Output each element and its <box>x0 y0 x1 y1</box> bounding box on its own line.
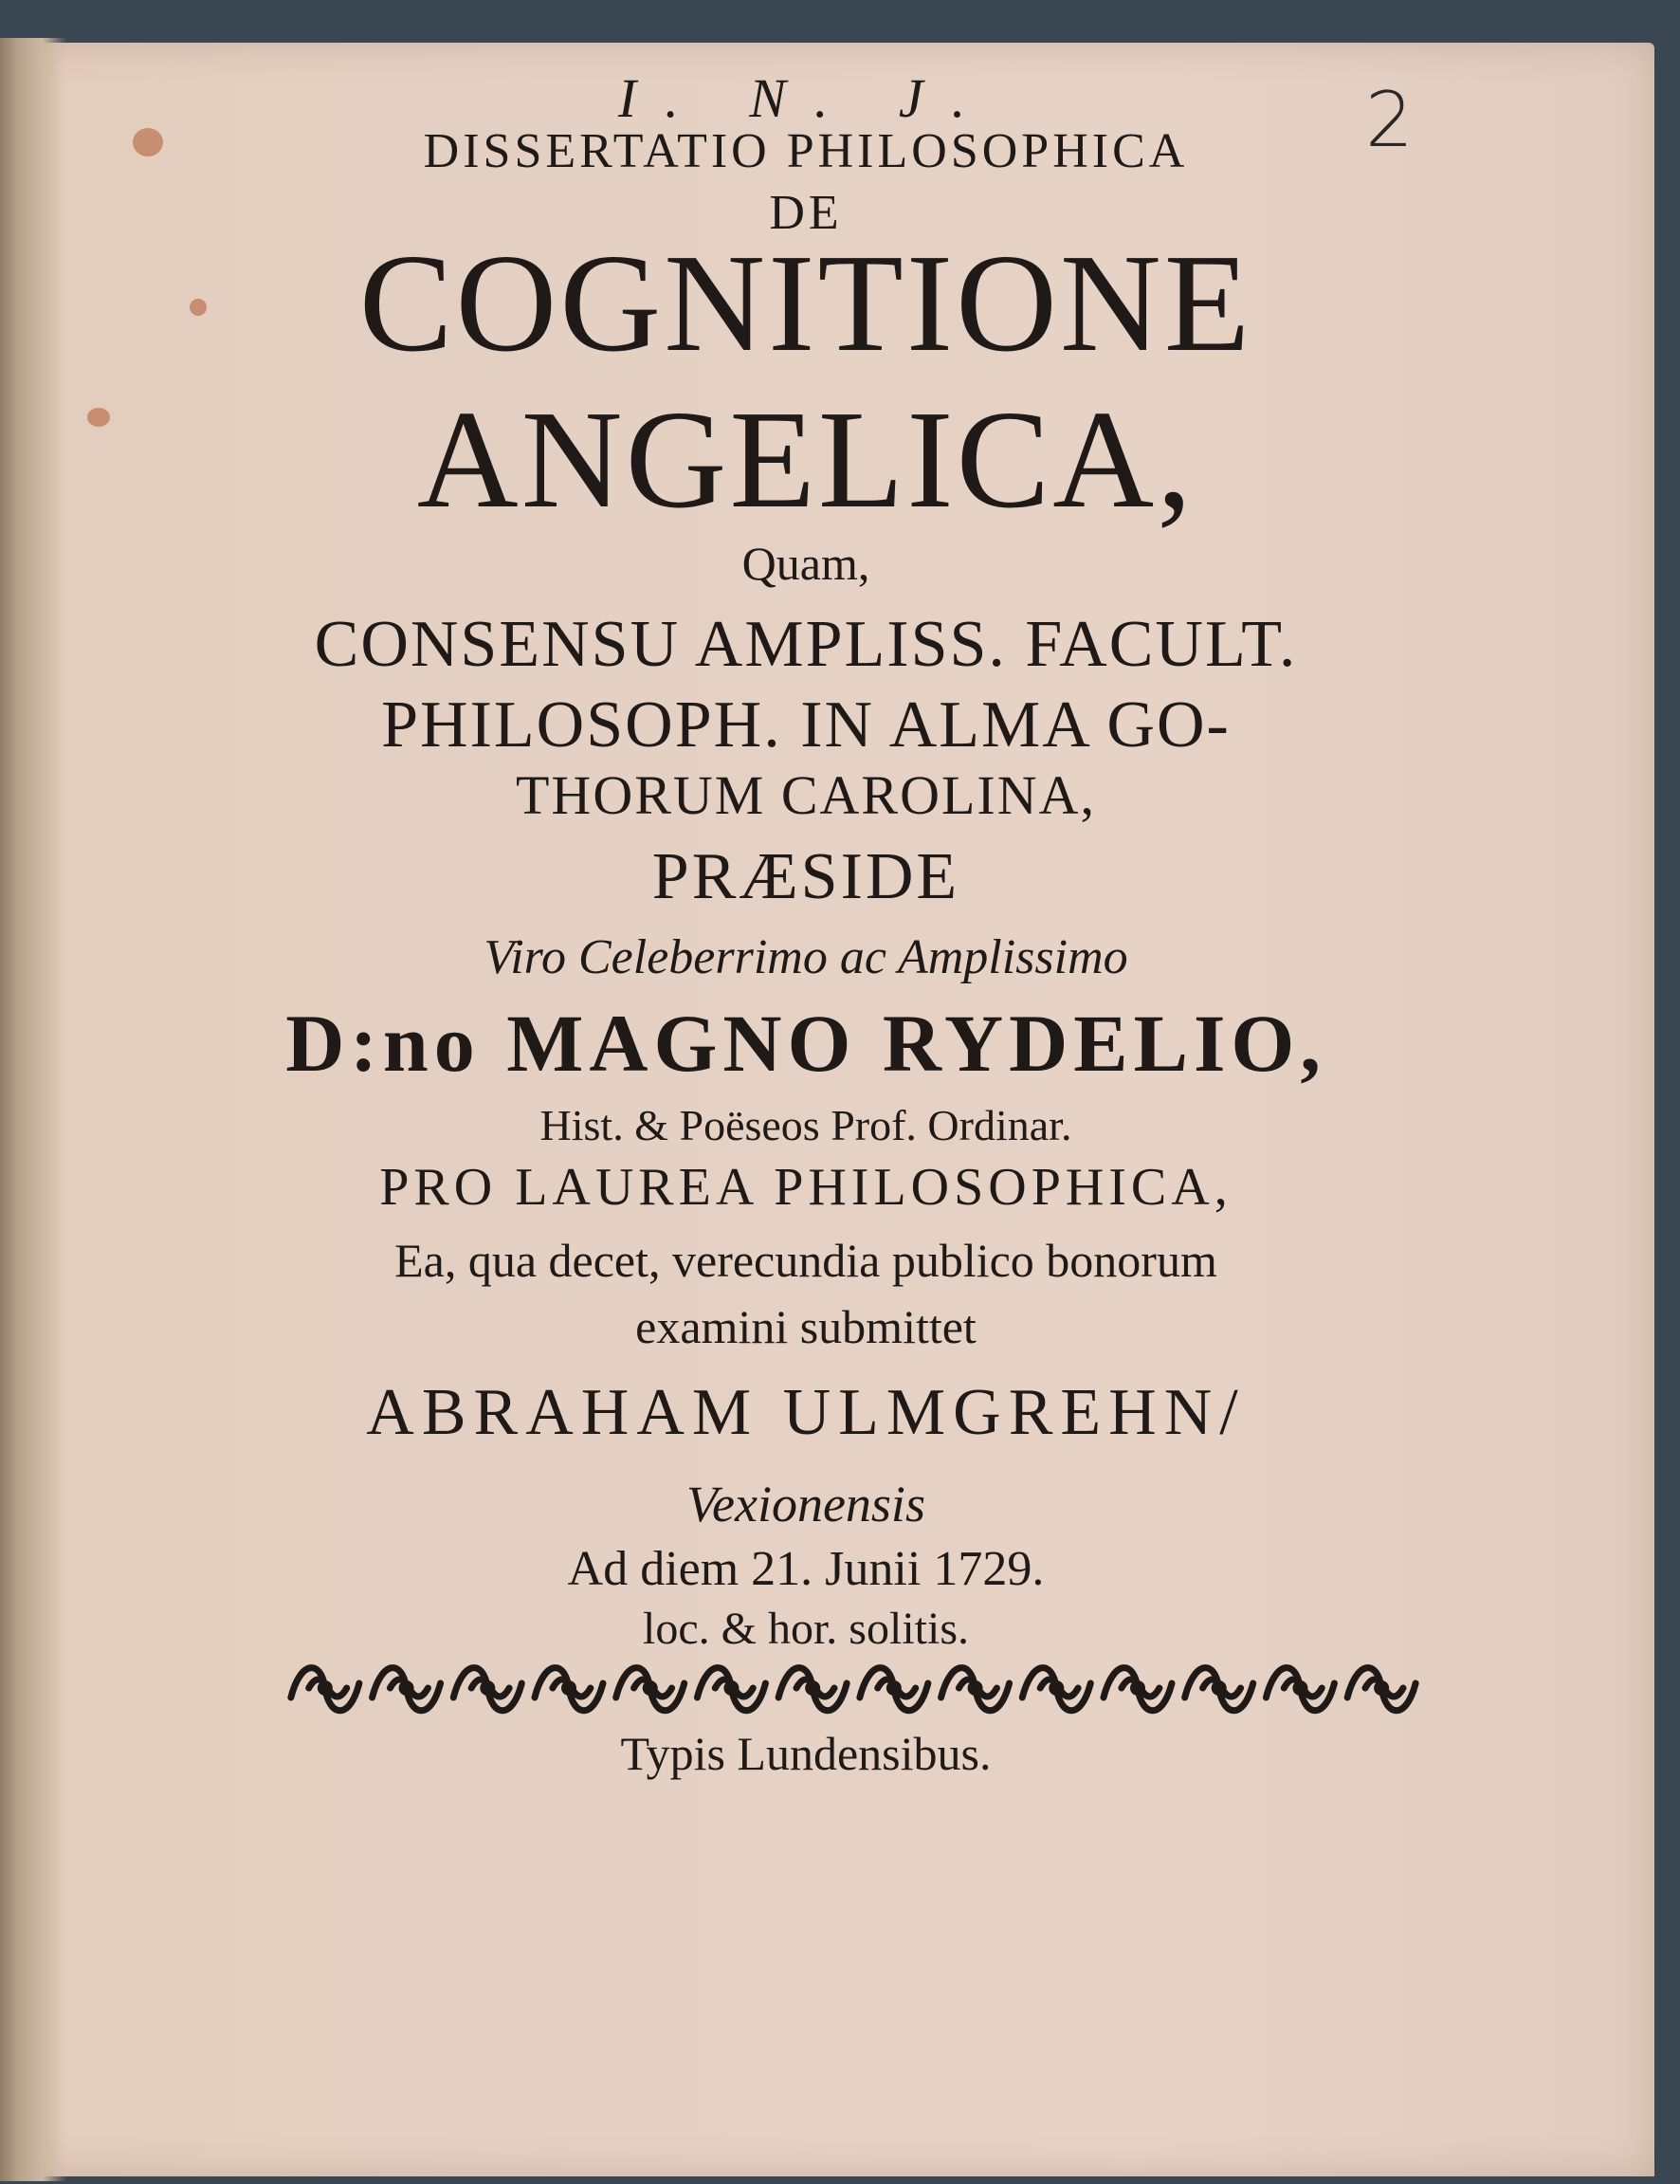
fleuron-dot <box>1049 1680 1064 1696</box>
handwritten-number: 2 <box>1365 76 1414 164</box>
line-praeside: PRÆSIDE <box>651 840 960 913</box>
fleuron-dot <box>1292 1680 1307 1696</box>
fleuron-dot <box>886 1680 902 1696</box>
date-line: Ad diem 21. Junii 1729. <box>567 1542 1045 1596</box>
fleuron-dot <box>805 1680 820 1696</box>
place-time-line: loc. & hor. solitis. <box>642 1604 969 1654</box>
imprint-line: Typis Lundensibus. <box>620 1727 992 1780</box>
title-cognitione: COGNITIONE <box>358 226 1253 381</box>
heading-de: DE <box>769 186 843 240</box>
fleuron-dot <box>318 1680 333 1696</box>
fleuron-dot <box>399 1680 414 1696</box>
line-examini: examini submittet <box>635 1300 977 1353</box>
line-consensu: CONSENSU AMPLISS. FACULT. <box>314 608 1298 681</box>
invocation-line: I. N. J. <box>617 67 995 129</box>
heading-dissertatio: DISSERTATIO PHILOSOPHICA <box>423 124 1189 178</box>
foxing-spot <box>87 408 110 427</box>
praeses-title: Hist. & Poëseos Prof. Ordinar. <box>539 1101 1072 1149</box>
fleuron-dot <box>723 1680 739 1696</box>
line-quam: Quam, <box>741 537 870 590</box>
printers-ornament-band <box>284 1645 1422 1731</box>
line-ea: Ea, qua decet, verecundia publico bonorum <box>394 1234 1217 1287</box>
fleuron-dot <box>561 1680 576 1696</box>
line-viro: Viro Celeberrimo ac Amplissimo <box>484 930 1128 984</box>
fleuron-dot <box>1212 1680 1227 1696</box>
line-pro-laurea: PRO LAUREA PHILOSOPHICA, <box>379 1158 1233 1217</box>
fleuron-dot <box>643 1680 658 1696</box>
line-thorum: THORUM CAROLINA, <box>516 764 1096 826</box>
fleuron-dot <box>1374 1680 1389 1696</box>
praeses-name: D:no MAGNO RYDELIO, <box>285 998 1326 1089</box>
fleuron-dot <box>480 1680 495 1696</box>
fleuron-dot <box>1130 1680 1145 1696</box>
line-philosoph: PHILOSOPH. IN ALMA GO- <box>381 688 1231 762</box>
fleuron-dot <box>968 1680 983 1696</box>
respondent-origin: Vexionensis <box>686 1476 925 1532</box>
page-spine-edge <box>0 38 66 2181</box>
respondent-name: ABRAHAM ULMGREHN/ <box>366 1376 1246 1449</box>
foxing-spot <box>133 128 163 156</box>
title-angelica: ANGELICA, <box>416 382 1196 538</box>
